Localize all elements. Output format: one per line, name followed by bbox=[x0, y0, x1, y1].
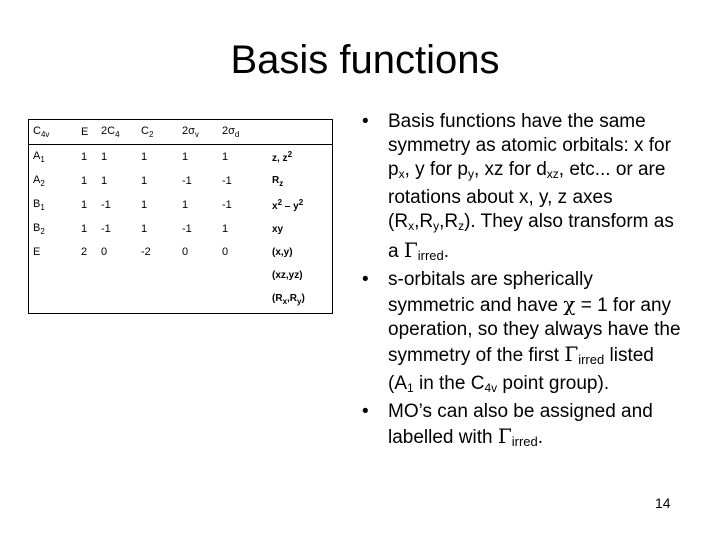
character-cell: 2 bbox=[77, 241, 97, 314]
character-cell: 1 bbox=[182, 151, 189, 163]
irrep-label: $B_2$ bbox=[29, 217, 78, 241]
table-row bbox=[29, 169, 333, 193]
character-cell: 1 bbox=[81, 199, 88, 211]
gamma-symbol: Γ bbox=[403, 238, 418, 262]
character-cell: 1 bbox=[141, 151, 148, 163]
bullet-item: • MO’s can also be assigned and labelled with $\Gamma_{irred}$. bbox=[362, 401, 653, 449]
table-row bbox=[29, 217, 333, 241]
header-2c4: $2C_4$ bbox=[97, 120, 137, 145]
page-number: 14 bbox=[655, 495, 671, 511]
character-cell: -1 bbox=[182, 175, 192, 187]
irrep-label: $B_1$ bbox=[29, 193, 78, 217]
character-cell: -1 bbox=[101, 199, 111, 211]
irrep-label: $A_1$ bbox=[29, 145, 78, 170]
gamma-symbol: Γ bbox=[564, 342, 579, 366]
character-cell: 0 bbox=[178, 241, 218, 314]
character-cell: 1 bbox=[101, 151, 108, 163]
bullet-item: • s-orbitals are spherically symmetric and have χ = 1 for any operation, so they always have the symmetry of the first $\Gamma_{irred}$ listed ($A_1$ in the $C_{4v}$ point group). bbox=[362, 269, 681, 395]
character-cell: 1 bbox=[222, 223, 229, 235]
bullet-marker: • bbox=[362, 401, 369, 422]
point-group-label: $C_{4v}$ bbox=[29, 120, 78, 145]
character-cell: -1 bbox=[222, 199, 232, 211]
character-cell: 1 bbox=[101, 175, 108, 187]
character-cell: 1 bbox=[81, 223, 88, 235]
basis-function-cell: $R_z$ bbox=[268, 169, 333, 193]
bullet-item: • Basis functions have the same symmetry as atomic orbitals: x for $p_x$, y for $p_y$, xz for $d_{xz}$, etc... or are rotations about x, y, z axes $(R_x,R_y,R_z)$. They also transform as a $\Gamma_{irred}$. bbox=[362, 111, 674, 263]
basis-function-cell: z, $z^2$ bbox=[268, 145, 333, 170]
header-e: E bbox=[77, 120, 97, 145]
basis-function-cell: xy bbox=[268, 217, 333, 241]
basis-function-cell: $x^2 - y^2$ bbox=[268, 193, 333, 217]
table-row bbox=[29, 145, 333, 170]
character-cell: 1 bbox=[222, 151, 229, 163]
character-cell: 1 bbox=[182, 199, 189, 211]
header-2sigma-v: $2\sigma_v$ bbox=[178, 120, 218, 145]
character-table bbox=[28, 119, 333, 314]
table-row bbox=[29, 193, 333, 217]
bullet-list bbox=[362, 110, 682, 454]
character-cell: 1 bbox=[141, 199, 148, 211]
table-row bbox=[29, 241, 333, 314]
character-cell: -1 bbox=[182, 223, 192, 235]
character-cell: -2 bbox=[137, 241, 178, 314]
header-2sigma-d: $2\sigma_d$ bbox=[218, 120, 268, 145]
header-functions bbox=[268, 120, 333, 145]
character-cell: -1 bbox=[222, 175, 232, 187]
character-cell: 1 bbox=[141, 175, 148, 187]
bullet-marker: • bbox=[362, 269, 369, 290]
character-cell: 1 bbox=[81, 151, 88, 163]
character-cell: 0 bbox=[218, 241, 268, 314]
basis-function-cell: (x,y) (xz,yz) $(R_x,R_y)$ bbox=[268, 241, 333, 314]
slide-title: Basis functions bbox=[230, 38, 500, 82]
character-cell: -1 bbox=[101, 223, 111, 235]
gamma-symbol: Γ bbox=[497, 424, 512, 448]
chi-symbol: χ bbox=[563, 292, 576, 316]
table-header-row bbox=[29, 120, 333, 145]
header-c2: $C_2$ bbox=[137, 120, 178, 145]
character-cell: 1 bbox=[81, 175, 88, 187]
character-cell: 0 bbox=[97, 241, 137, 314]
character-cell: 1 bbox=[141, 223, 148, 235]
irrep-label: E bbox=[29, 241, 78, 314]
irrep-label: $A_2$ bbox=[29, 169, 78, 193]
bullet-marker: • bbox=[362, 111, 369, 132]
